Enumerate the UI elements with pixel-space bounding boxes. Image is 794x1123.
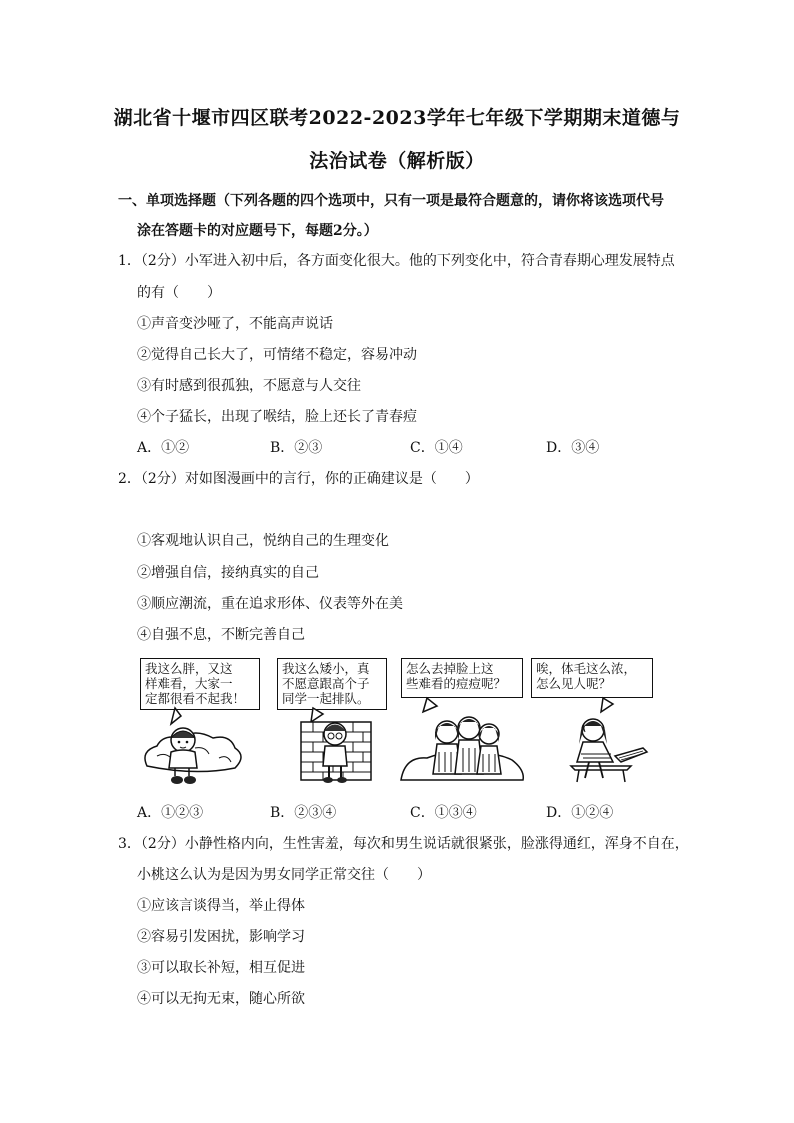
q2-option-c[interactable]: C．①③④ — [410, 805, 477, 821]
comic-panel-1 — [135, 656, 260, 786]
girl-on-bench-illustration — [531, 696, 665, 786]
bubble-3-line-2: 些难看的痘痘呢？ — [406, 676, 507, 691]
bubble-1-line-2: 样难看，大家一 — [145, 676, 233, 691]
section-heading-line1: 一、单项选择题（下列各题的四个选项中，只有一项是最符合题意的，请你将该选项代号 — [118, 193, 664, 209]
q1-option-b[interactable]: B．②③ — [270, 440, 323, 456]
bubble-3-line-1: 怎么去掉脸上这 — [406, 661, 494, 676]
q1-option-d[interactable]: D．③④ — [546, 440, 600, 456]
q2-option-d[interactable]: D．①②④ — [546, 805, 614, 821]
q3-stem-line2: 小桃这么认为是因为男女同学正常交往（ ） — [137, 867, 431, 883]
bubble-4-line-2: 怎么见人呢？ — [536, 676, 612, 691]
q1-option-a[interactable]: A．①② — [137, 440, 190, 456]
q3-stem-line1: 3．（2分）小静性格内向，生性害羞，每次和男生说话就很紧张，脸涨得通红，浑身不自在， — [118, 836, 689, 852]
q2-item-3: ③顺应潮流，重在追求形体、仪表等外在美 — [137, 596, 403, 612]
q3-item-4: ④可以无拘无束，随心所欲 — [137, 991, 305, 1007]
q2-option-a[interactable]: A．①②③ — [137, 805, 204, 821]
q2-stem-line1: 2．（2分）对如图漫画中的言行，你的正确建议是（ ） — [118, 471, 479, 487]
q3-item-3: ③可以取长补短，相互促进 — [137, 960, 305, 976]
q2-item-2: ②增强自信，接纳真实的自己 — [137, 565, 319, 581]
bubble-2-line-1: 我这么矮小，真 — [282, 661, 370, 676]
comic-panel-4 — [531, 656, 665, 786]
comic-panel-2 — [273, 656, 393, 786]
q1-item-1: ①声音变沙哑了，不能高声说话 — [137, 316, 333, 332]
chubby-girl-illustration — [135, 706, 260, 786]
bubble-2-line-3: 同学一起排队。 — [282, 691, 370, 706]
speech-bubble-4 — [531, 658, 653, 698]
page-title-line2: 法治试卷（解析版） — [309, 150, 485, 172]
q1-stem-line2: 的有（ ） — [137, 285, 221, 301]
bubble-4-line-1: 唉，体毛这么浓， — [536, 661, 637, 676]
q1-item-3: ③有时感到很孤独，不愿意与人交往 — [137, 378, 361, 394]
speech-bubble-2 — [277, 658, 387, 710]
speech-bubble-3 — [401, 658, 523, 698]
section-heading-line2: 涂在答题卡的对应题号下，每题2分。） — [137, 223, 378, 239]
q1-option-c[interactable]: C．①④ — [410, 440, 463, 456]
q2-option-b[interactable]: B．②③④ — [270, 805, 337, 821]
speech-bubble-1 — [140, 658, 260, 710]
q2-item-4: ④自强不息，不断完善自己 — [137, 627, 305, 643]
three-girls-illustration — [397, 696, 527, 786]
q2-item-1: ①客观地认识自己，悦纳自己的生理变化 — [137, 533, 389, 549]
page-title-line1: 湖北省十堰市四区联考2022-2023学年七年级下学期期末道德与 — [113, 107, 681, 129]
q1-item-2: ②觉得自己长大了，可情绪不稳定，容易冲动 — [137, 347, 417, 363]
comic-panel-3 — [397, 656, 527, 786]
bubble-2-line-2: 不愿意跟高个子 — [282, 676, 370, 691]
short-boy-wall-illustration — [273, 706, 393, 786]
q3-item-1: ①应该言谈得当，举止得体 — [137, 898, 305, 914]
q1-item-4: ④个子猛长，出现了喉结，脸上还长了青春痘 — [137, 409, 417, 425]
q3-item-2: ②容易引发困扰，影响学习 — [137, 929, 305, 945]
q1-stem-line1: 1．（2分）小军进入初中后，各方面变化很大。他的下列变化中，符合青春期心理发展特点 — [118, 253, 675, 269]
bubble-1-line-3: 定都很看不起我！ — [145, 691, 246, 706]
bubble-1-line-1: 我这么胖，又这 — [145, 661, 233, 676]
comic-strip — [135, 656, 665, 786]
